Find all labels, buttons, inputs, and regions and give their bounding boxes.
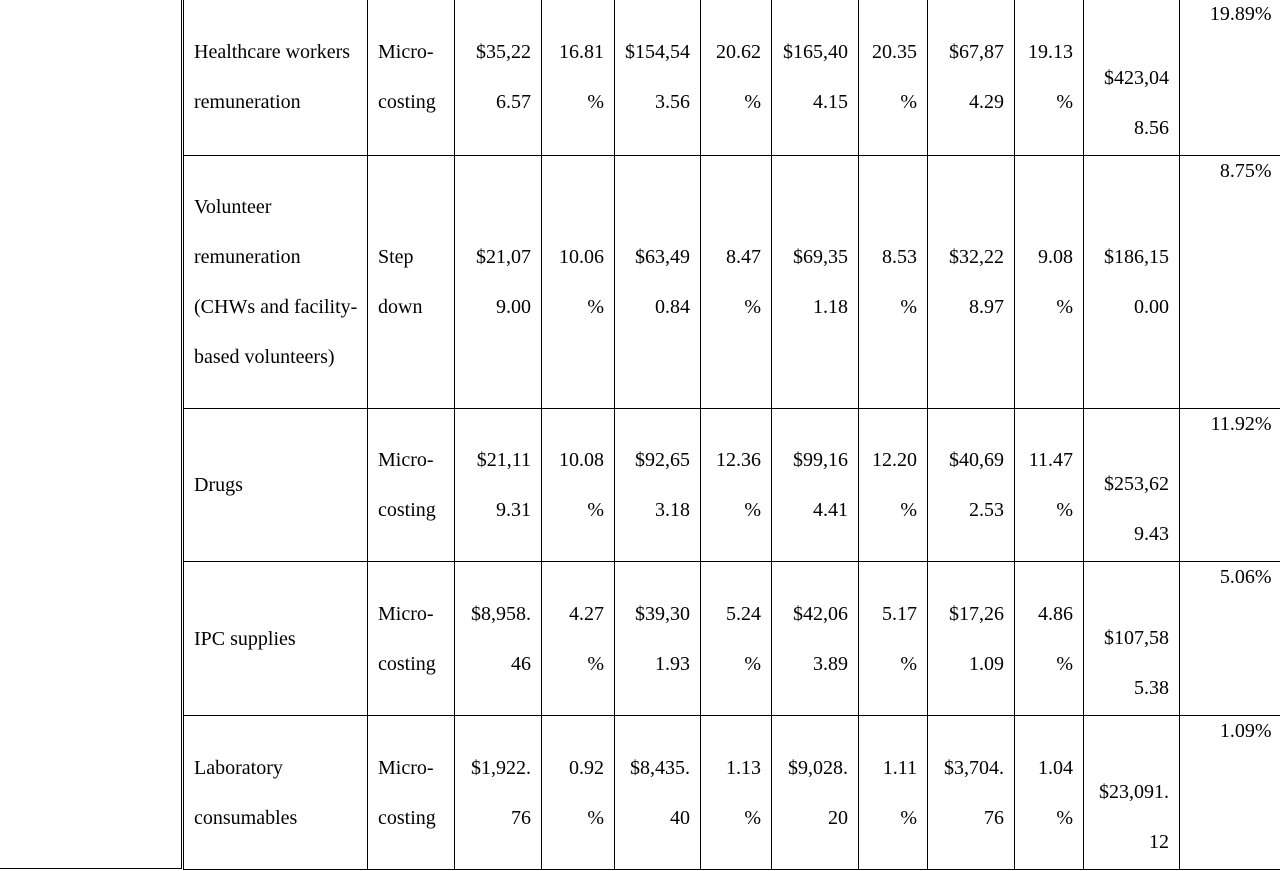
cost-item-cell: Drugs: [184, 409, 368, 562]
cost-cell: $67,874.29: [928, 0, 1015, 156]
percent-cell: 8.47 %: [701, 156, 772, 409]
cost-cell: $42,063.89: [772, 562, 859, 716]
table-row: [184, 562, 1280, 716]
percent-cell: 1.11 %: [859, 716, 928, 870]
percent-cell: 5.17 %: [859, 562, 928, 716]
cost-cell: $1,922.76: [455, 716, 542, 870]
cost-cell: $32,228.97: [928, 156, 1015, 409]
method-cell: Micro-costing: [368, 716, 455, 870]
cost-cell: $63,490.84: [615, 156, 701, 409]
cost-cell: $3,704.76: [928, 716, 1015, 870]
total-cost-cell: $107,585.38: [1084, 562, 1180, 716]
percent-cell: 16.81 %: [542, 0, 615, 156]
cost-cell: $165,404.15: [772, 0, 859, 156]
cost-table-body: [184, 0, 1280, 870]
percent-cell: 0.92 %: [542, 716, 615, 870]
total-cost-cell: $186,150.00: [1084, 156, 1180, 409]
method-cell: Micro-costing: [368, 0, 455, 156]
cost-cell: $154,543.56: [615, 0, 701, 156]
cost-cell: $8,435.40: [615, 716, 701, 870]
cost-cell: $39,301.93: [615, 562, 701, 716]
cost-item-cell: Volunteer remuneration (CHWs and facility-based volunteers): [184, 156, 368, 409]
cost-item-cell: Healthcare workers remuneration: [184, 0, 368, 156]
cost-item-cell: Laboratory consumables: [184, 716, 368, 870]
method-cell: Micro-costing: [368, 409, 455, 562]
share-cell: 1.09%: [1180, 716, 1280, 870]
table-row: [184, 409, 1280, 562]
share-cell: 19.89%: [1180, 0, 1280, 156]
percent-cell: 12.36 %: [701, 409, 772, 562]
percent-cell: 1.04 %: [1015, 716, 1084, 870]
table-row: [184, 716, 1280, 870]
cost-cell: $8,958.46: [455, 562, 542, 716]
share-cell: 5.06%: [1180, 562, 1280, 716]
total-cost-cell: $23,091.12: [1084, 716, 1180, 870]
percent-cell: 19.13 %: [1015, 0, 1084, 156]
cost-table: [183, 0, 1280, 870]
cost-cell: $17,261.09: [928, 562, 1015, 716]
table-left-column: [0, 0, 182, 869]
cost-cell: $99,164.41: [772, 409, 859, 562]
cost-cell: $21,079.00: [455, 156, 542, 409]
percent-cell: 11.47 %: [1015, 409, 1084, 562]
percent-cell: 8.53 %: [859, 156, 928, 409]
percent-cell: 10.08 %: [542, 409, 615, 562]
total-cost-cell: $423,048.56: [1084, 0, 1180, 156]
percent-cell: 9.08 %: [1015, 156, 1084, 409]
total-cost-cell: $253,629.43: [1084, 409, 1180, 562]
method-cell: Micro-costing: [368, 562, 455, 716]
percent-cell: 1.13 %: [701, 716, 772, 870]
cost-cell: $40,692.53: [928, 409, 1015, 562]
percent-cell: 5.24 %: [701, 562, 772, 716]
cost-cell: $9,028.20: [772, 716, 859, 870]
percent-cell: 20.35 %: [859, 0, 928, 156]
cost-cell: $35,226.57: [455, 0, 542, 156]
method-cell: Step down: [368, 156, 455, 409]
cost-cell: $69,351.18: [772, 156, 859, 409]
percent-cell: 12.20 %: [859, 409, 928, 562]
percent-cell: 20.62 %: [701, 0, 772, 156]
percent-cell: 10.06 %: [542, 156, 615, 409]
table-row: [184, 156, 1280, 409]
percent-cell: 4.86 %: [1015, 562, 1084, 716]
cost-cell: $92,653.18: [615, 409, 701, 562]
share-cell: 11.92%: [1180, 409, 1280, 562]
percent-cell: 4.27 %: [542, 562, 615, 716]
cost-item-cell: IPC supplies: [184, 562, 368, 716]
cost-cell: $21,119.31: [455, 409, 542, 562]
share-cell: 8.75%: [1180, 156, 1280, 409]
table-row: [184, 0, 1280, 156]
